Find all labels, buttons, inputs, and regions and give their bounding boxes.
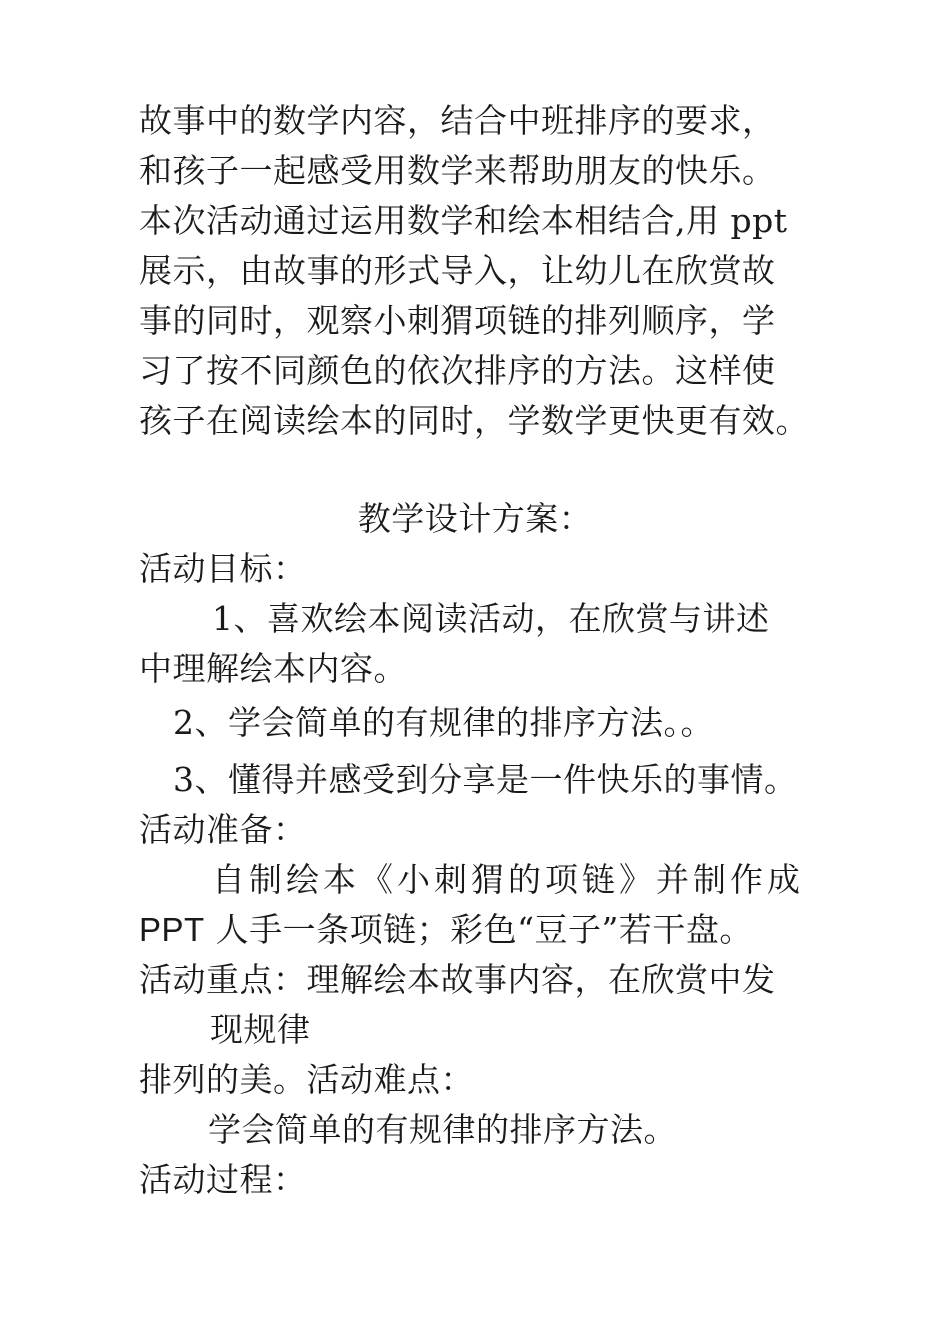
design-title: 教学设计方案： [357,499,593,538]
preparation-line-2-text: 人手一条项链；彩色“豆子”若干盘。 [204,910,753,949]
goal-item-1-line-2: 中理解绘本内容。 [139,649,407,688]
preparation-heading: 活动准备： [139,810,307,849]
goal-item-1-line-1: 1、喜欢绘本阅读活动，在欣赏与讲述 [212,599,770,638]
intro-line-5: 事的同时，观察小刺猬项链的排列顺序，学 [139,301,776,340]
intro-line-2: 和孩子一起感受用数学来帮助朋友的快乐。 [139,151,776,190]
intro-line-4: 展示，由故事的形式导入，让幼儿在欣赏故 [139,251,776,290]
difficulty-line-1: 学会简单的有规律的排序方法。 [208,1110,677,1149]
goals-heading: 活动目标： [139,549,307,588]
key-point-line-2: 现规律 [210,1010,311,1049]
intro-line-1: 故事中的数学内容，结合中班排序的要求， [139,101,776,140]
goal-item-2: 2、学会简单的有规律的排序方法。。 [173,703,714,742]
preparation-line-2 [139,910,753,950]
intro-line-3: 本次活动通过运用数学和绘本相结合,用 ppt [139,201,788,240]
intro-line-7: 孩子在阅读绘本的同时，学数学更快更有效。 [139,401,809,440]
process-heading: 活动过程： [139,1160,307,1199]
intro-line-6: 习了按不同颜色的依次排序的方法。这样使 [139,351,776,390]
goal-item-3: 3、懂得并感受到分享是一件快乐的事情。 [173,760,798,799]
key-point-line-1: 活动重点：理解绘本故事内容，在欣赏中发 [139,960,776,999]
key-point-line-3: 排列的美。活动难点： [139,1060,474,1099]
ppt-label: PPT [139,911,205,948]
preparation-line-1: 自制绘本《小刺猬的项链》并制作成 [212,860,804,899]
